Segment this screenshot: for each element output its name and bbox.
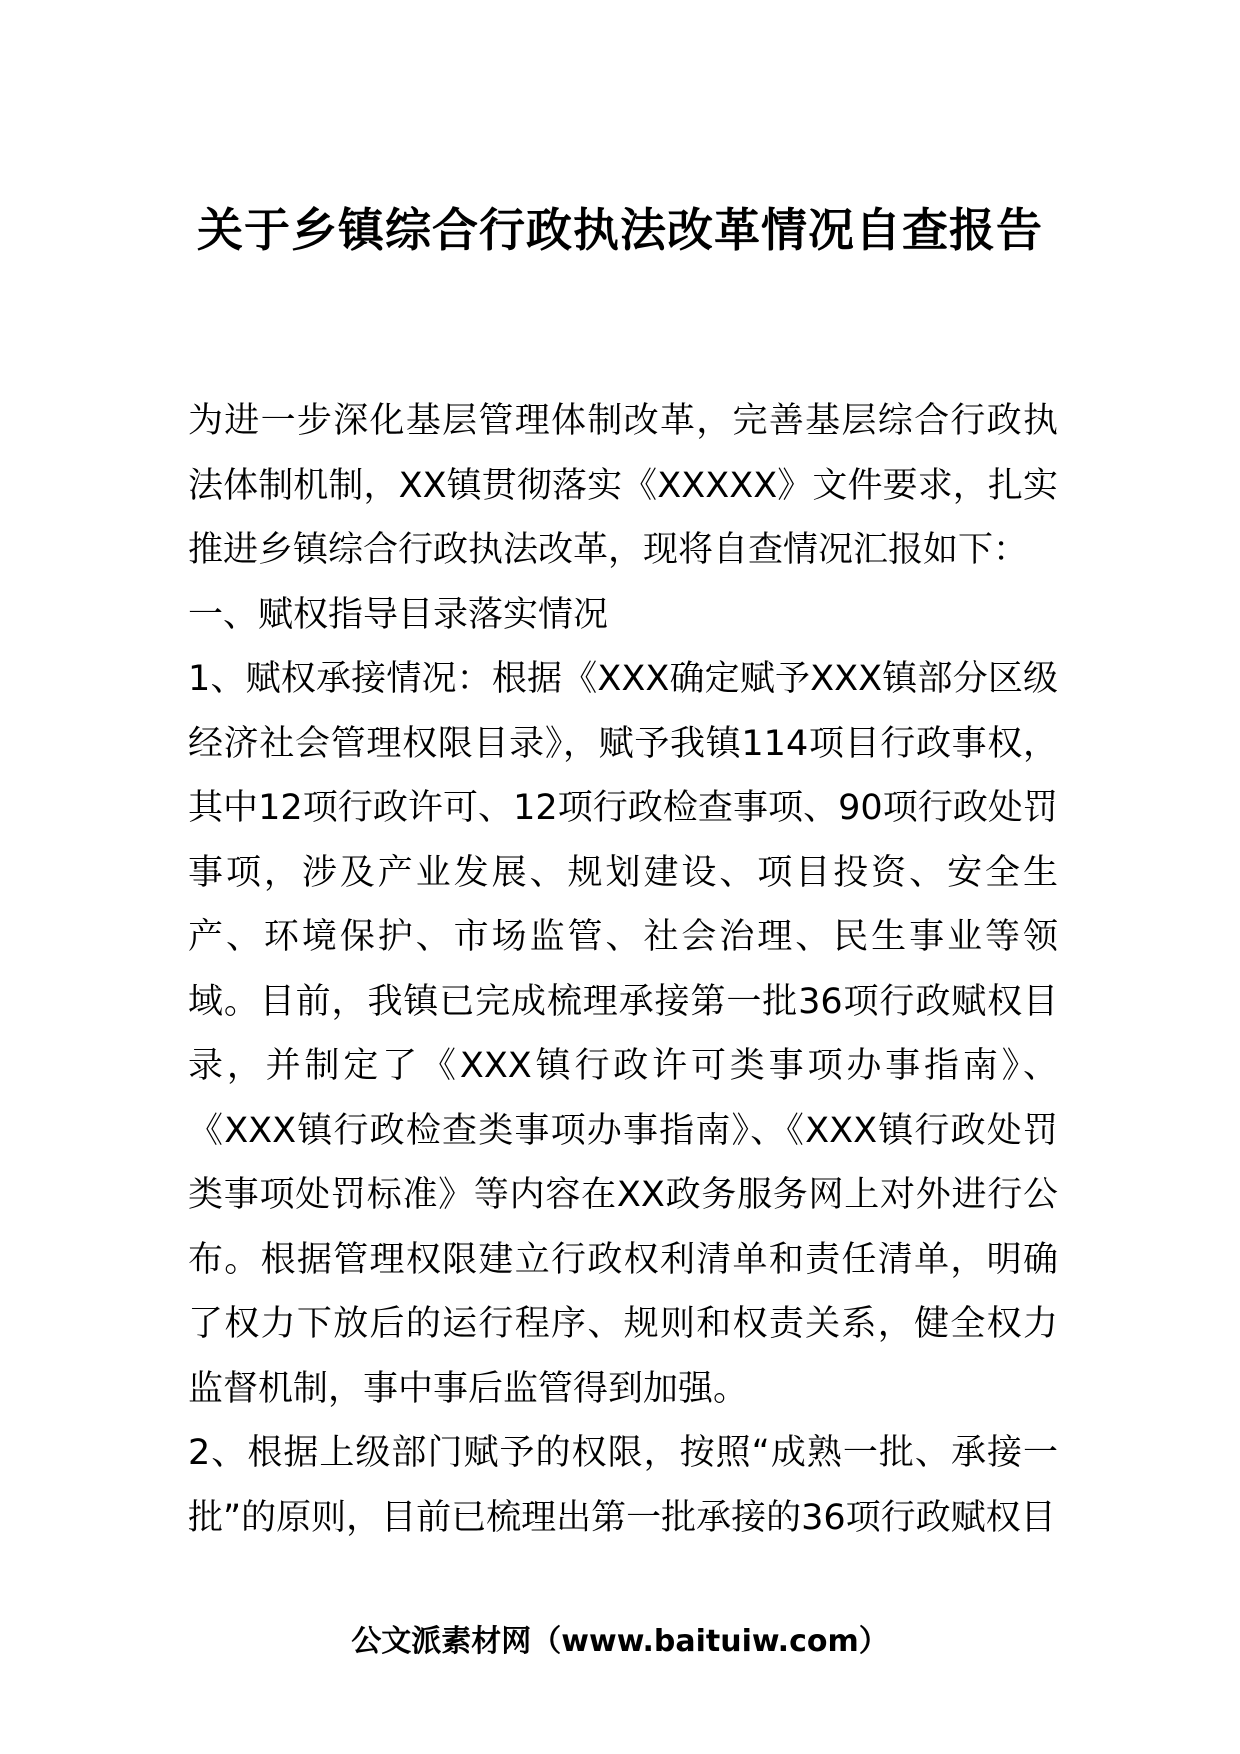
section-heading: 一、赋权指导目录落实情况 <box>188 594 609 635</box>
document-body <box>188 389 1058 1550</box>
item-2-paragraph: 2、根据上级部门赋予的权限，按照“成熟一批、承接一批”的原则，目前已梳理出第一批承接的36项行政赋权目 <box>188 1433 1058 1538</box>
intro-paragraph: 为进一步深化基层管理体制改革，完善基层综合行政执法体制机制，XX镇贯彻落实《XXXXX》文件要求，扎实推进乡镇综合行政执法改革，现将自查情况汇报如下： <box>188 401 1058 570</box>
document-title: 关于乡镇综合行政执法改革情况自查报告 <box>197 203 1043 257</box>
footer-watermark: 公文派素材网（www.baituiw.com） <box>351 1624 889 1659</box>
item-1-paragraph: 1、赋权承接情况：根据《XXX确定赋予XXX镇部分区级经济社会管理权限目录》，赋予我镇114项目行政事权，其中12项行政许可、12项行政检查事项、90项行政处罚事项，涉及产业发展、规划建设、项目投资、安全生产、环境保护、市场监管、社会治理、民生事业等领域。目前，我镇已完成梳理承接第一批36项行政赋权目录，并制定了《XXX镇行政许可类事项办事指南》、《XXX镇行政检查类事项办事指南》、《XXX镇行政处罚类事项处罚标准》等内容在XX政务服务网上对外进行公布。根据管理权限建立行政权利清单和责任清单，明确了权力下放后的运行程序、规则和权责关系，健全权力监督机制，事中事后监管得到加强。 <box>188 659 1058 1409</box>
